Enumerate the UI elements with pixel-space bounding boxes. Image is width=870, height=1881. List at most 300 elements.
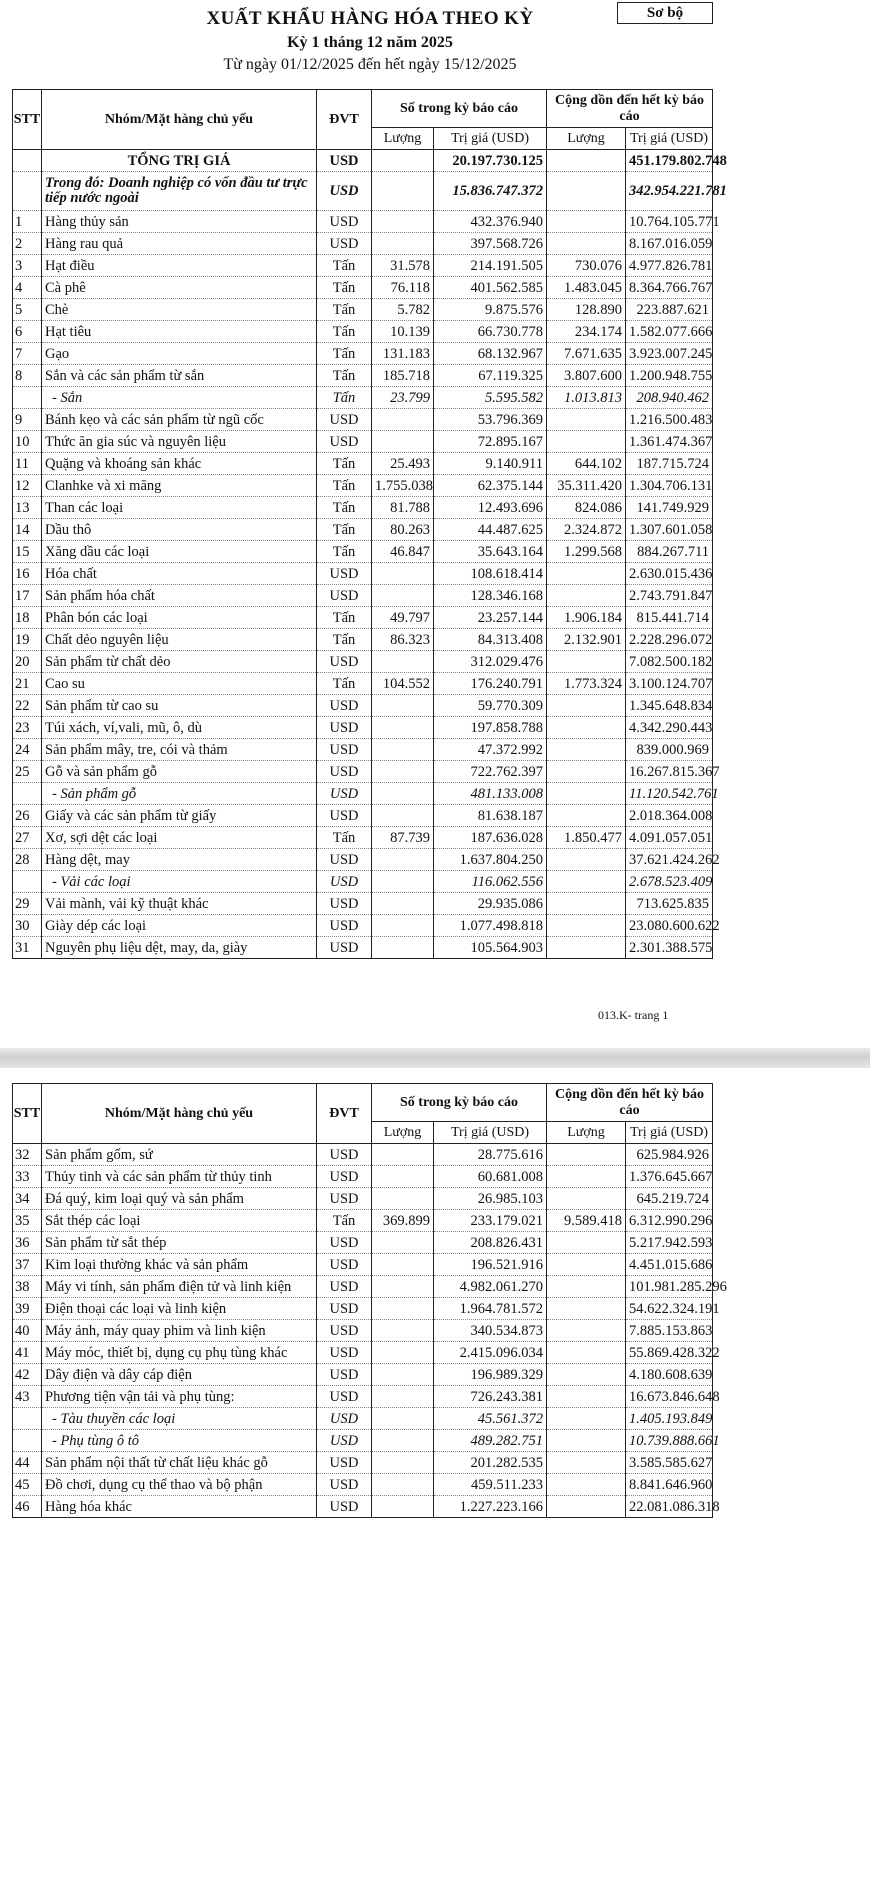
row-stt: 3	[13, 255, 42, 277]
table-row	[13, 1254, 713, 1276]
row-cum-value: 223.887.621	[626, 299, 713, 321]
row-unit: Tấn	[317, 277, 372, 299]
row-unit: Tấn	[317, 299, 372, 321]
row-item-name: Sắn và các sản phẩm từ sắn	[42, 365, 317, 387]
row-unit: USD	[317, 1298, 372, 1320]
row-cum-qty	[547, 563, 626, 585]
row-qty	[372, 893, 434, 915]
row-cum-qty	[547, 717, 626, 739]
table-row	[13, 739, 713, 761]
row-stt: 30	[13, 915, 42, 937]
row-qty: 23.799	[372, 387, 434, 409]
header-unit: ĐVT	[317, 90, 372, 150]
row-stt	[13, 1430, 42, 1452]
row-value: 53.796.369	[434, 409, 547, 431]
table-row	[13, 519, 713, 541]
table-row	[13, 1298, 713, 1320]
row-unit: USD	[317, 893, 372, 915]
row-item-name: Quặng và khoáng sản khác	[42, 453, 317, 475]
row-unit: Tấn	[317, 475, 372, 497]
row-stt: 45	[13, 1474, 42, 1496]
row-cum-value: 451.179.802.748	[626, 150, 713, 172]
row-stt: 13	[13, 497, 42, 519]
header-value: Trị giá (USD)	[434, 1122, 547, 1144]
row-stt: 10	[13, 431, 42, 453]
row-cum-value: 4.091.057.051	[626, 827, 713, 849]
row-unit: Tấn	[317, 673, 372, 695]
row-qty: 87.739	[372, 827, 434, 849]
header-in-period: Số trong kỳ báo cáo	[372, 90, 547, 128]
row-unit: USD	[317, 937, 372, 959]
row-unit: Tấn	[317, 365, 372, 387]
row-stt: 31	[13, 937, 42, 959]
row-cum-qty: 1.483.045	[547, 277, 626, 299]
row-value: 47.372.992	[434, 739, 547, 761]
table-row	[13, 1144, 713, 1166]
row-value: 196.521.916	[434, 1254, 547, 1276]
row-cum-value: 2.018.364.008	[626, 805, 713, 827]
row-qty	[372, 1408, 434, 1430]
table-row	[13, 717, 713, 739]
row-unit: USD	[317, 1144, 372, 1166]
row-unit: USD	[317, 563, 372, 585]
row-item-name: Clanhke và xi măng	[42, 475, 317, 497]
row-cum-qty	[547, 1166, 626, 1188]
row-item-name: - Phụ tùng ô tô	[42, 1430, 317, 1452]
row-item-name: Sản phẩm từ chất dẻo	[42, 651, 317, 673]
report-page-2	[0, 1068, 870, 1881]
row-cum-qty	[547, 1430, 626, 1452]
row-unit: USD	[317, 585, 372, 607]
row-cum-value: 55.869.428.322	[626, 1342, 713, 1364]
row-item-name: Hàng dệt, may	[42, 849, 317, 871]
header-cumulative: Cộng dồn đến hết kỳ báo cáo	[547, 90, 713, 128]
row-value: 9.140.911	[434, 453, 547, 475]
row-cum-value: 22.081.086.318	[626, 1496, 713, 1518]
row-cum-value: 1.304.706.131	[626, 475, 713, 497]
row-cum-qty	[547, 1342, 626, 1364]
row-qty	[372, 172, 434, 211]
row-unit: USD	[317, 1364, 372, 1386]
row-cum-qty: 1.773.324	[547, 673, 626, 695]
row-unit: USD	[317, 1408, 372, 1430]
table-body-page-2	[13, 1144, 727, 1518]
row-value: 67.119.325	[434, 365, 547, 387]
row-value: 81.638.187	[434, 805, 547, 827]
row-cum-value: 1.361.474.367	[626, 431, 713, 453]
row-value: 28.775.616	[434, 1144, 547, 1166]
table-row	[13, 1166, 713, 1188]
row-cum-qty: 1.850.477	[547, 827, 626, 849]
row-value: 208.826.431	[434, 1232, 547, 1254]
row-stt	[13, 387, 42, 409]
row-cum-value: 1.376.645.667	[626, 1166, 713, 1188]
sub-item-row	[13, 1430, 713, 1452]
row-cum-value: 2.301.388.575	[626, 937, 713, 959]
row-cum-value: 10.764.105.771	[626, 211, 713, 233]
row-item-name: Dây điện và dây cáp điện	[42, 1364, 317, 1386]
row-unit: USD	[317, 1496, 372, 1518]
row-unit: Tấn	[317, 321, 372, 343]
row-stt: 36	[13, 1232, 42, 1254]
row-cum-value: 713.625.835	[626, 893, 713, 915]
row-value: 60.681.008	[434, 1166, 547, 1188]
row-cum-qty	[547, 805, 626, 827]
row-unit: USD	[317, 783, 372, 805]
row-stt: 21	[13, 673, 42, 695]
row-unit: Tấn	[317, 497, 372, 519]
row-stt: 42	[13, 1364, 42, 1386]
row-cum-value: 16.267.815.367	[626, 761, 713, 783]
row-cum-qty: 824.086	[547, 497, 626, 519]
row-stt: 29	[13, 893, 42, 915]
table-row	[13, 695, 713, 717]
page-footer: 013.K- trang 1	[598, 1008, 669, 1022]
row-stt: 35	[13, 1210, 42, 1232]
row-qty	[372, 849, 434, 871]
row-cum-qty	[547, 1408, 626, 1430]
row-qty: 25.493	[372, 453, 434, 475]
row-cum-qty	[547, 431, 626, 453]
row-qty	[372, 1496, 434, 1518]
row-qty	[372, 1430, 434, 1452]
row-cum-value: 8.167.016.059	[626, 233, 713, 255]
table-row	[13, 277, 713, 299]
row-value: 1.077.498.818	[434, 915, 547, 937]
row-qty	[372, 1232, 434, 1254]
row-cum-value: 7.082.500.182	[626, 651, 713, 673]
row-cum-qty	[547, 1386, 626, 1408]
export-table-page-2	[12, 1083, 727, 1518]
row-cum-value: 2.630.015.436	[626, 563, 713, 585]
row-unit: Tấn	[317, 607, 372, 629]
row-cum-qty: 644.102	[547, 453, 626, 475]
row-stt: 27	[13, 827, 42, 849]
row-cum-qty: 3.807.600	[547, 365, 626, 387]
row-stt: 5	[13, 299, 42, 321]
row-unit: USD	[317, 431, 372, 453]
row-cum-qty	[547, 409, 626, 431]
row-cum-value: 2.228.296.072	[626, 629, 713, 651]
row-value: 2.415.096.034	[434, 1342, 547, 1364]
header-value: Trị giá (USD)	[434, 128, 547, 150]
export-table-page-1	[12, 89, 727, 959]
row-stt: 38	[13, 1276, 42, 1298]
row-cum-value: 4.977.826.781	[626, 255, 713, 277]
row-unit: USD	[317, 915, 372, 937]
row-stt: 26	[13, 805, 42, 827]
row-qty	[372, 717, 434, 739]
table-row	[13, 849, 713, 871]
row-unit: USD	[317, 409, 372, 431]
table-row	[13, 1452, 713, 1474]
row-value: 312.029.476	[434, 651, 547, 673]
row-unit: USD	[317, 1254, 372, 1276]
row-cum-qty	[547, 1364, 626, 1386]
table-row	[13, 1364, 713, 1386]
total-row	[13, 150, 713, 172]
row-value: 432.376.940	[434, 211, 547, 233]
row-item-name: Trong đó: Doanh nghiệp có vốn đầu tư trực tiếp nước ngoài	[42, 172, 317, 211]
header-qty: Lượng	[372, 128, 434, 150]
row-stt: 33	[13, 1166, 42, 1188]
row-cum-value: 4.180.608.639	[626, 1364, 713, 1386]
row-qty	[372, 409, 434, 431]
table-row	[13, 937, 713, 959]
row-stt: 40	[13, 1320, 42, 1342]
row-stt	[13, 783, 42, 805]
row-qty	[372, 1386, 434, 1408]
row-item-name: Hàng thủy sản	[42, 211, 317, 233]
row-unit: Tấn	[317, 453, 372, 475]
sub-item-row	[13, 871, 713, 893]
table-row	[13, 1210, 713, 1232]
header-qty: Lượng	[372, 1122, 434, 1144]
row-cum-qty	[547, 211, 626, 233]
row-stt: 24	[13, 739, 42, 761]
row-value: 12.493.696	[434, 497, 547, 519]
header-cum-qty: Lượng	[547, 1122, 626, 1144]
row-stt: 39	[13, 1298, 42, 1320]
row-stt: 19	[13, 629, 42, 651]
row-value: 128.346.168	[434, 585, 547, 607]
row-item-name: Dầu thô	[42, 519, 317, 541]
row-value: 196.989.329	[434, 1364, 547, 1386]
row-qty	[372, 1166, 434, 1188]
report-date-range: Từ ngày 01/12/2025 đến hết ngày 15/12/2025	[223, 56, 517, 73]
row-item-name: Hàng hóa khác	[42, 1496, 317, 1518]
header-stt: STT	[13, 1084, 42, 1144]
row-value: 108.618.414	[434, 563, 547, 585]
row-unit: Tấn	[317, 387, 372, 409]
table-row	[13, 761, 713, 783]
row-value: 726.243.381	[434, 1386, 547, 1408]
row-cum-value: 8.364.766.767	[626, 277, 713, 299]
row-item-name: Xăng dầu các loại	[42, 541, 317, 563]
row-value: 105.564.903	[434, 937, 547, 959]
row-unit: USD	[317, 739, 372, 761]
row-cum-qty	[547, 585, 626, 607]
row-item-name: - Sản phẩm gỗ	[42, 783, 317, 805]
row-qty	[372, 1342, 434, 1364]
row-value: 1.637.804.250	[434, 849, 547, 871]
row-item-name: Vải mành, vải kỹ thuật khác	[42, 893, 317, 915]
row-cum-qty	[547, 695, 626, 717]
row-stt: 41	[13, 1342, 42, 1364]
row-qty	[372, 739, 434, 761]
header-cumulative: Cộng dồn đến hết kỳ báo cáo	[547, 1084, 713, 1122]
row-unit: Tấn	[317, 255, 372, 277]
table-row	[13, 453, 713, 475]
table-row	[13, 651, 713, 673]
row-cum-value: 11.120.542.761	[626, 783, 713, 805]
page-separator	[0, 1048, 870, 1068]
row-value: 62.375.144	[434, 475, 547, 497]
row-qty: 369.899	[372, 1210, 434, 1232]
row-cum-qty	[547, 1144, 626, 1166]
row-unit: Tấn	[317, 629, 372, 651]
row-cum-qty: 1.299.568	[547, 541, 626, 563]
row-qty	[372, 1144, 434, 1166]
row-qty: 86.323	[372, 629, 434, 651]
row-value: 15.836.747.372	[434, 172, 547, 211]
row-unit: USD	[317, 1474, 372, 1496]
row-item-name: Hạt tiêu	[42, 321, 317, 343]
report-period: Kỳ 1 tháng 12 năm 2025	[287, 34, 453, 51]
row-qty	[372, 1364, 434, 1386]
row-value: 481.133.008	[434, 783, 547, 805]
row-stt	[13, 1408, 42, 1430]
row-value: 176.240.791	[434, 673, 547, 695]
row-qty	[372, 783, 434, 805]
row-item-name: Sản phẩm mây, tre, cói và thảm	[42, 739, 317, 761]
row-value: 84.313.408	[434, 629, 547, 651]
row-value: 29.935.086	[434, 893, 547, 915]
row-qty	[372, 1276, 434, 1298]
row-unit: USD	[317, 1386, 372, 1408]
row-cum-qty	[547, 937, 626, 959]
row-item-name: Cao su	[42, 673, 317, 695]
table-row	[13, 365, 713, 387]
row-cum-qty: 9.589.418	[547, 1210, 626, 1232]
table-row	[13, 233, 713, 255]
row-item-name: TỔNG TRỊ GIÁ	[42, 150, 317, 172]
row-cum-value: 1.307.601.058	[626, 519, 713, 541]
row-item-name: Máy ảnh, máy quay phim và linh kiện	[42, 1320, 317, 1342]
row-item-name: Nguyên phụ liệu dệt, may, da, giày	[42, 937, 317, 959]
row-stt	[13, 871, 42, 893]
row-cum-qty	[547, 1232, 626, 1254]
table-row	[13, 585, 713, 607]
row-item-name: Kim loại thường khác và sản phẩm	[42, 1254, 317, 1276]
row-cum-value: 1.405.193.849	[626, 1408, 713, 1430]
sub-item-row	[13, 387, 713, 409]
row-cum-qty: 234.174	[547, 321, 626, 343]
row-item-name: Sản phẩm nội thất từ chất liệu khác gỗ	[42, 1452, 317, 1474]
row-cum-qty	[547, 739, 626, 761]
row-cum-value: 3.585.585.627	[626, 1452, 713, 1474]
row-stt: 8	[13, 365, 42, 387]
row-item-name: Sản phẩm từ sắt thép	[42, 1232, 317, 1254]
row-stt	[13, 172, 42, 211]
row-qty	[372, 761, 434, 783]
row-cum-qty: 35.311.420	[547, 475, 626, 497]
row-stt	[13, 150, 42, 172]
row-item-name: Bánh kẹo và các sản phẩm từ ngũ cốc	[42, 409, 317, 431]
row-unit: Tấn	[317, 519, 372, 541]
row-value: 340.534.873	[434, 1320, 547, 1342]
table-row	[13, 827, 713, 849]
row-cum-qty: 1.906.184	[547, 607, 626, 629]
row-value: 9.875.576	[434, 299, 547, 321]
header-group: Nhóm/Mặt hàng chủ yếu	[42, 90, 317, 150]
row-value: 44.487.625	[434, 519, 547, 541]
row-item-name: Điện thoại các loại và linh kiện	[42, 1298, 317, 1320]
row-unit: USD	[317, 1232, 372, 1254]
row-cum-value: 1.345.648.834	[626, 695, 713, 717]
row-qty	[372, 651, 434, 673]
row-value: 459.511.233	[434, 1474, 547, 1496]
row-item-name: Giày dép các loại	[42, 915, 317, 937]
row-cum-value: 208.940.462	[626, 387, 713, 409]
row-unit: USD	[317, 1276, 372, 1298]
row-item-name: Chè	[42, 299, 317, 321]
row-value: 20.197.730.125	[434, 150, 547, 172]
row-cum-value: 815.441.714	[626, 607, 713, 629]
row-qty: 46.847	[372, 541, 434, 563]
row-cum-qty	[547, 150, 626, 172]
row-cum-value: 37.621.424.262	[626, 849, 713, 871]
row-stt: 14	[13, 519, 42, 541]
row-cum-value: 884.267.711	[626, 541, 713, 563]
row-stt: 44	[13, 1452, 42, 1474]
table-row	[13, 475, 713, 497]
preliminary-badge: Sơ bộ	[617, 2, 713, 24]
table-row	[13, 541, 713, 563]
row-cum-value: 23.080.600.622	[626, 915, 713, 937]
row-cum-value: 4.342.290.443	[626, 717, 713, 739]
row-unit: Tấn	[317, 827, 372, 849]
row-qty	[372, 871, 434, 893]
row-item-name: Đồ chơi, dụng cụ thể thao và bộ phận	[42, 1474, 317, 1496]
row-cum-qty	[547, 651, 626, 673]
row-unit: USD	[317, 150, 372, 172]
row-cum-value: 187.715.724	[626, 453, 713, 475]
row-unit: USD	[317, 1188, 372, 1210]
row-item-name: Thức ăn gia súc và nguyên liệu	[42, 431, 317, 453]
row-item-name: Hóa chất	[42, 563, 317, 585]
table-row	[13, 1342, 713, 1364]
row-cum-qty	[547, 1254, 626, 1276]
row-qty	[372, 211, 434, 233]
row-item-name: Chất dẻo nguyên liệu	[42, 629, 317, 651]
table-row	[13, 497, 713, 519]
fdi-row	[13, 172, 713, 211]
header-cum-value: Trị giá (USD)	[626, 128, 713, 150]
row-item-name: - Sắn	[42, 387, 317, 409]
row-cum-value: 54.622.324.191	[626, 1298, 713, 1320]
table-row	[13, 805, 713, 827]
header-unit: ĐVT	[317, 1084, 372, 1144]
header-stt: STT	[13, 90, 42, 150]
row-item-name: Gạo	[42, 343, 317, 365]
row-qty	[372, 431, 434, 453]
row-qty: 104.552	[372, 673, 434, 695]
row-qty: 5.782	[372, 299, 434, 321]
row-value: 1.227.223.166	[434, 1496, 547, 1518]
row-cum-qty	[547, 1452, 626, 1474]
row-cum-qty: 2.132.901	[547, 629, 626, 651]
row-value: 1.964.781.572	[434, 1298, 547, 1320]
row-stt: 18	[13, 607, 42, 629]
row-stt: 12	[13, 475, 42, 497]
header-cum-qty: Lượng	[547, 128, 626, 150]
row-qty	[372, 915, 434, 937]
table-row	[13, 299, 713, 321]
table-row	[13, 211, 713, 233]
row-value: 5.595.582	[434, 387, 547, 409]
row-value: 72.895.167	[434, 431, 547, 453]
row-item-name: - Tàu thuyền các loại	[42, 1408, 317, 1430]
row-cum-qty	[547, 915, 626, 937]
table-row	[13, 629, 713, 651]
row-value: 4.982.061.270	[434, 1276, 547, 1298]
row-unit: USD	[317, 695, 372, 717]
row-stt: 4	[13, 277, 42, 299]
row-cum-value: 5.217.942.593	[626, 1232, 713, 1254]
row-item-name: Sản phẩm hóa chất	[42, 585, 317, 607]
row-value: 66.730.778	[434, 321, 547, 343]
